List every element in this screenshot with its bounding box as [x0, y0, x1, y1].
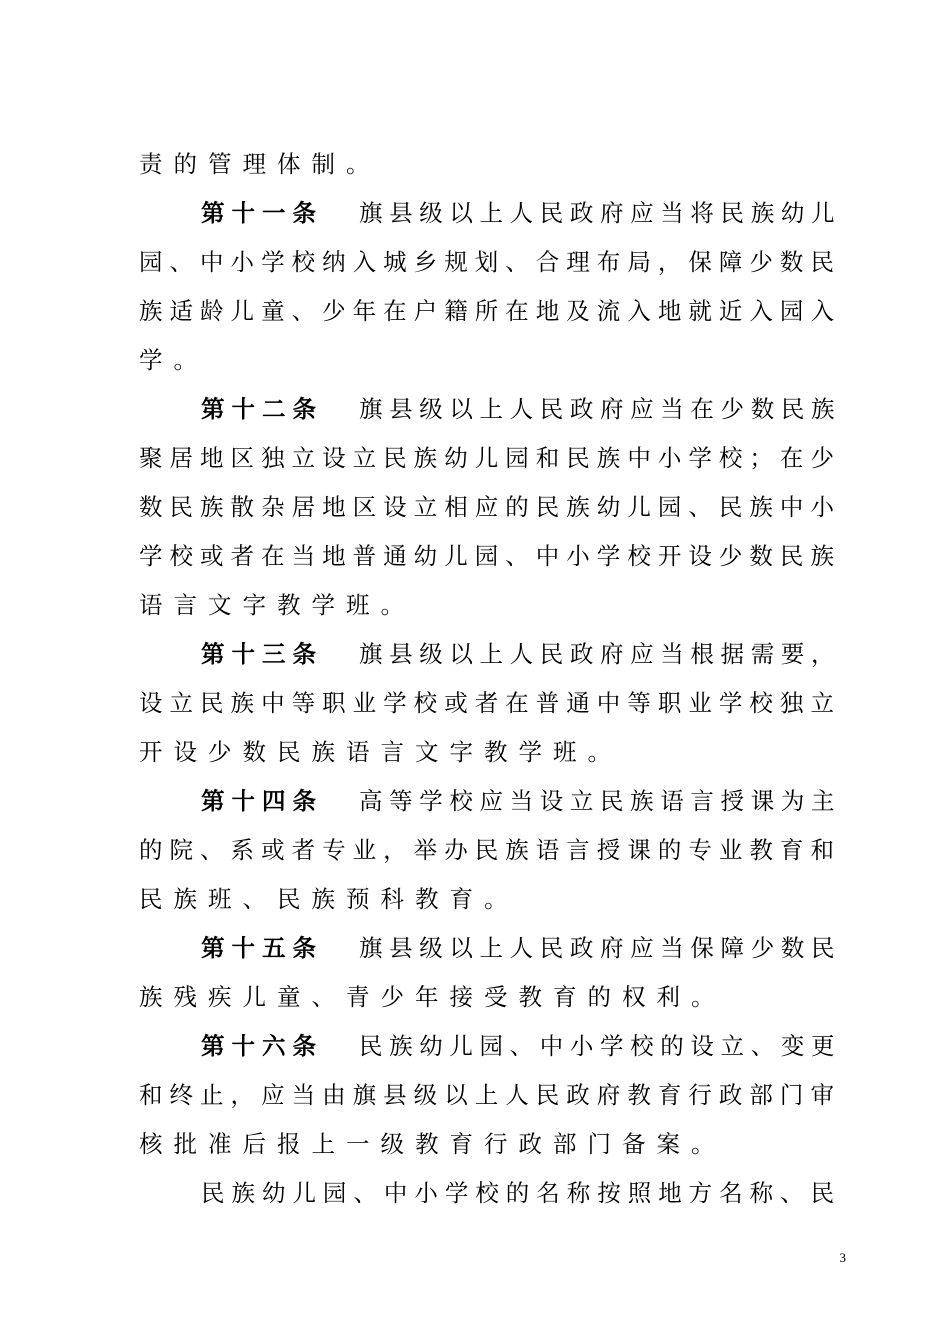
- article-line: [139, 1022, 841, 1071]
- body-line: [139, 238, 841, 287]
- document-body: [139, 140, 841, 1218]
- line-text: 核批准后报上一级教育行政部门备案。: [139, 1130, 726, 1158]
- body-line: [139, 679, 841, 728]
- line-text: 数民族散杂居地区设立相应的民族幼儿园、民族中小: [139, 493, 841, 521]
- line-text: 责的管理体制。: [139, 150, 381, 178]
- page-number: 3: [839, 1250, 846, 1265]
- article-heading: 第十五条: [201, 934, 323, 962]
- body-line: [139, 1120, 841, 1169]
- article-heading: 第十六条: [201, 1032, 323, 1060]
- line-text: 旗县级以上人民政府应当保障少数民: [359, 934, 842, 962]
- line-text: 开设少数民族语言文字教学班。: [139, 738, 622, 766]
- line-text: 民族幼儿园、中小学校的名称按照地方名称、民: [201, 1179, 842, 1207]
- line-text: 学。: [139, 346, 208, 374]
- article-heading: 第十三条: [201, 640, 323, 668]
- line-text: 民族班、民族预科教育。: [139, 885, 519, 913]
- article-line: [139, 189, 841, 238]
- body-line: [139, 287, 841, 336]
- body-line: [139, 532, 841, 581]
- body-line: [139, 483, 841, 532]
- body-line: [139, 728, 841, 777]
- article-heading: 第十一条: [201, 199, 323, 227]
- body-line: [139, 336, 841, 385]
- body-line-indented: [139, 1169, 841, 1218]
- line-text: 旗县级以上人民政府应当将民族幼儿: [359, 199, 842, 227]
- line-text: 族残疾儿童、青少年接受教育的权利。: [139, 983, 726, 1011]
- line-text: 的院、系或者专业，举办民族语言授课的专业教育和: [139, 836, 841, 864]
- body-line: [139, 826, 841, 875]
- body-line: [139, 973, 841, 1022]
- line-text: 旗县级以上人民政府应当根据需要，: [359, 640, 842, 668]
- article-line: [139, 385, 841, 434]
- body-line: [139, 434, 841, 483]
- body-line: [139, 875, 841, 924]
- article-line: [139, 924, 841, 973]
- line-text: 设立民族中等职业学校或者在普通中等职业学校独立: [139, 689, 841, 717]
- body-line: [139, 140, 841, 189]
- line-text: 和终止，应当由旗县级以上人民政府教育行政部门审: [139, 1081, 841, 1109]
- body-line: [139, 581, 841, 630]
- line-text: 旗县级以上人民政府应当在少数民族: [359, 395, 842, 423]
- line-text: 族适龄儿童、少年在户籍所在地及流入地就近入园入: [139, 297, 841, 325]
- line-text: 高等学校应当设立民族语言授课为主: [359, 787, 842, 815]
- line-text: 聚居地区独立设立民族幼儿园和民族中小学校；在少: [139, 444, 841, 472]
- line-text: 园、中小学校纳入城乡规划、合理布局，保障少数民: [139, 248, 841, 276]
- article-line: [139, 777, 841, 826]
- article-heading: 第十四条: [201, 787, 323, 815]
- article-line: [139, 630, 841, 679]
- line-text: 语言文字教学班。: [139, 591, 415, 619]
- article-heading: 第十二条: [201, 395, 323, 423]
- line-text: 学校或者在当地普通幼儿园、中小学校开设少数民族: [139, 542, 841, 570]
- line-text: 民族幼儿园、中小学校的设立、变更: [359, 1032, 842, 1060]
- body-line: [139, 1071, 841, 1120]
